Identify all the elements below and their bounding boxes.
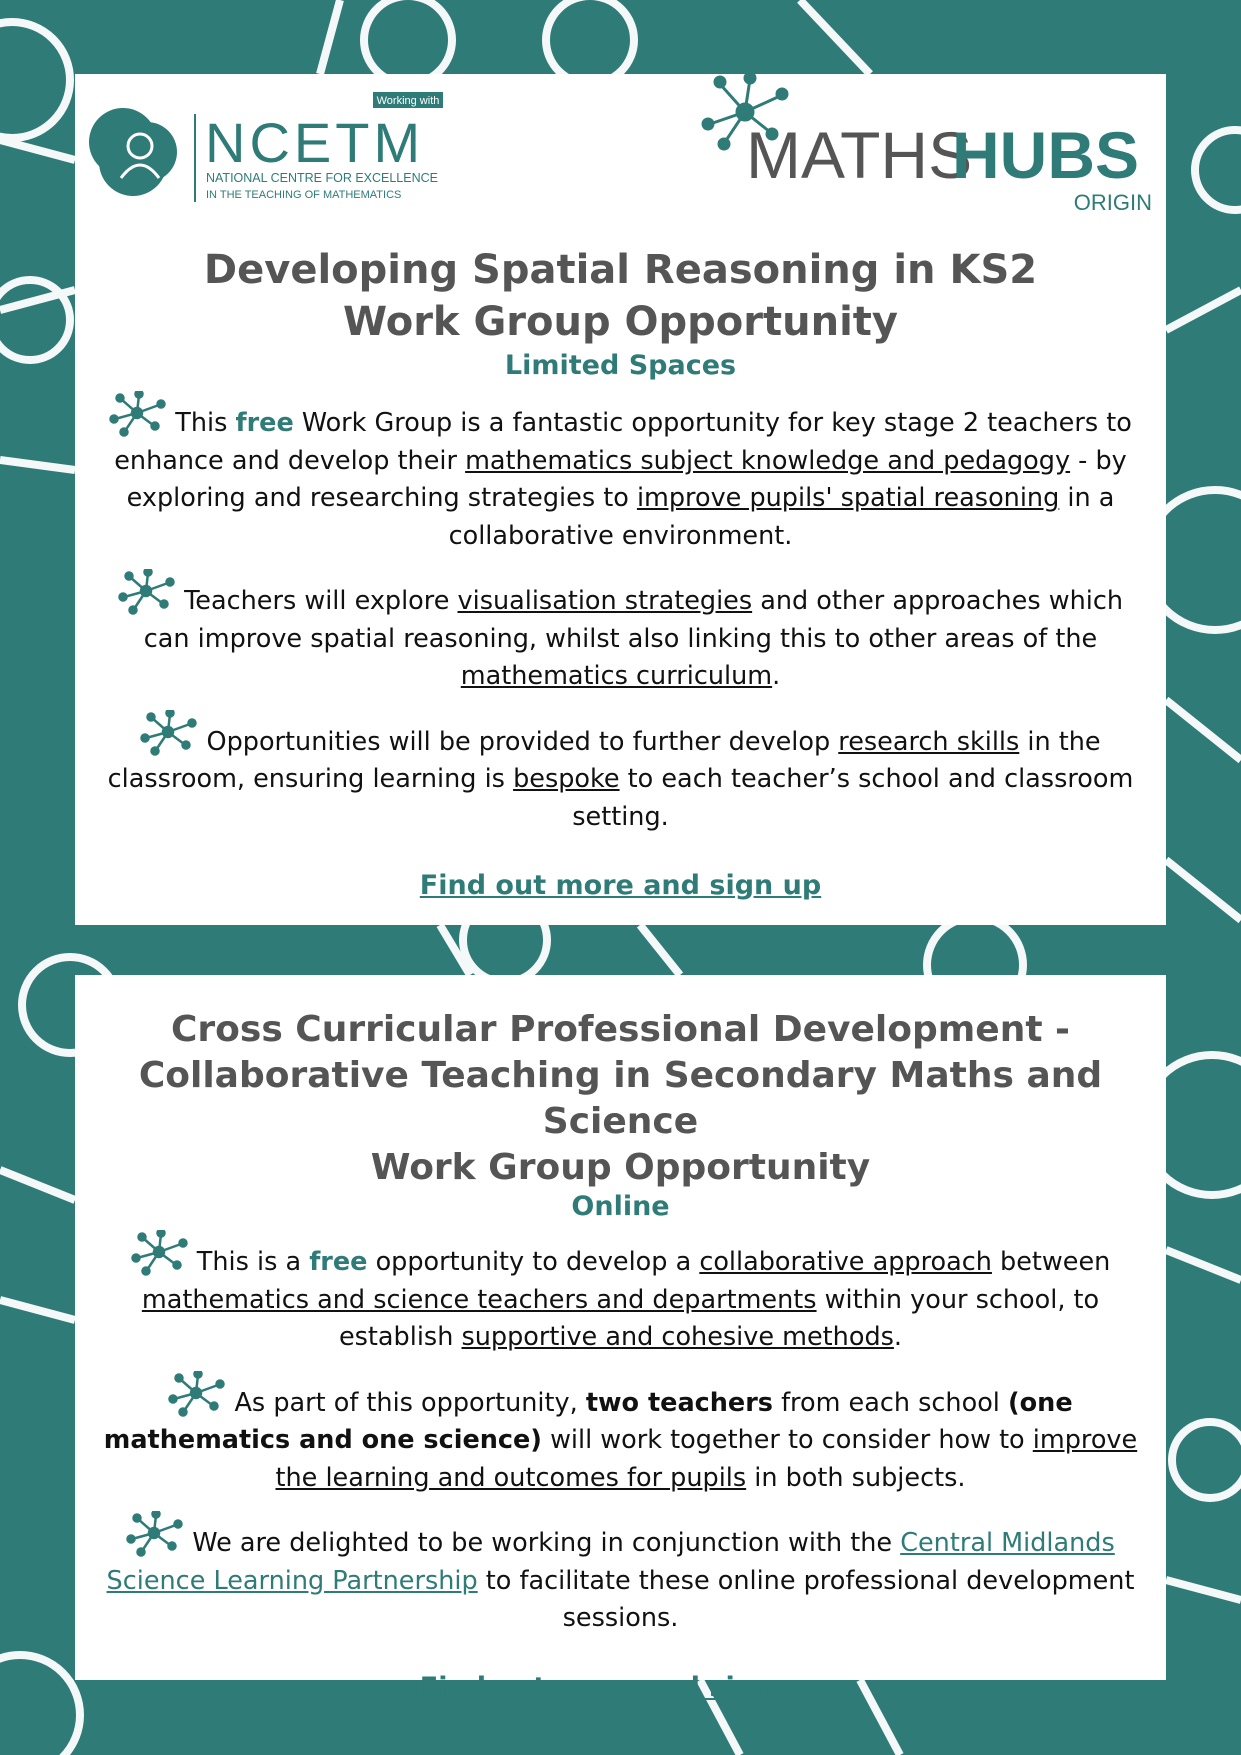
molecule-bullet-icon — [118, 569, 176, 615]
molecule-bullet-icon — [131, 1230, 189, 1276]
maths-hubs-hubs-text: HUBS — [952, 118, 1140, 192]
card1-title-line2: Work Group Opportunity — [343, 299, 898, 345]
card1-paragraph-3: Opportunities will be provided to further develop research skills in the classroom, ensuring learning is bespoke to each teacher’s school and classroom setting. — [96, 710, 1146, 837]
card2-title-line1: Cross Curricular Professional Development - — [170, 1009, 1070, 1050]
molecule-bullet-icon — [109, 391, 167, 437]
maths-hubs-logo — [700, 74, 1160, 222]
card1-signup-link[interactable]: Find out more and sign up — [419, 870, 822, 901]
maths-hubs-origin-text: ORIGIN — [1073, 190, 1152, 215]
free-highlight: free — [309, 1247, 368, 1277]
free-highlight: free — [235, 408, 294, 438]
card2-subtitle: Online — [571, 1191, 670, 1222]
molecule-bullet-icon — [168, 1371, 226, 1417]
card1-title-line1: Developing Spatial Reasoning in KS2 — [203, 247, 1038, 293]
card2-paragraph-3: We are delighted to be working in conjunction with the Central Midlands Science Learning Partnership to facilitate these online professional development sessions. — [86, 1511, 1156, 1638]
card1-title — [75, 244, 1166, 348]
central-midlands-slp-link[interactable]: Central Midlands Science Learning Partnership — [106, 1528, 1115, 1596]
spatial-reasoning-card — [75, 74, 1166, 925]
ncetm-line1: NATIONAL CENTRE FOR EXCELLENCE — [206, 171, 438, 185]
card2-title-line2: Collaborative Teaching in Secondary Maths and Science — [138, 1055, 1103, 1142]
card2-signup-link[interactable]: Find out more and sign up — [419, 1671, 822, 1703]
card2-paragraph-2: As part of this opportunity, two teachers from each school (one mathematics and one science) will work together to consider how to improve the learning and outcomes for pupils in both subjects. — [101, 1371, 1141, 1498]
card1-paragraph-2: Teachers will explore visualisation strategies and other approaches which can improve spatial reasoning, whilst also linking this to other areas of the mathematics curriculum. — [111, 569, 1131, 696]
molecule-bullet-icon — [140, 710, 198, 756]
maths-hubs-maths-text: MATHS — [746, 118, 973, 192]
cross-curricular-card — [75, 975, 1166, 1703]
ncetm-line2: IN THE TEACHING OF MATHEMATICS — [206, 189, 402, 201]
card1-paragraph-1: This free Work Group is a fantastic opportunity for key stage 2 teachers to enhance and develop their mathematics subject knowledge and pedagogy - by exploring and researching strategies to improve pupils' spatial reasoning in a collaborative environment. — [96, 391, 1146, 555]
ncetm-logo — [85, 82, 445, 206]
ncetm-badge-text: Working with — [376, 95, 440, 107]
card2-paragraph-1: This is a free opportunity to develop a collaborative approach between mathematics and science teachers and departments within your school, to establish supportive and cohesive methods. — [121, 1230, 1121, 1357]
card2-title — [75, 1007, 1166, 1191]
card2-title-line3: Work Group Opportunity — [370, 1147, 871, 1188]
card1-subtitle: Limited Spaces — [504, 350, 737, 381]
molecule-bullet-icon — [126, 1511, 184, 1557]
ncetm-name: NCETM — [205, 111, 425, 174]
